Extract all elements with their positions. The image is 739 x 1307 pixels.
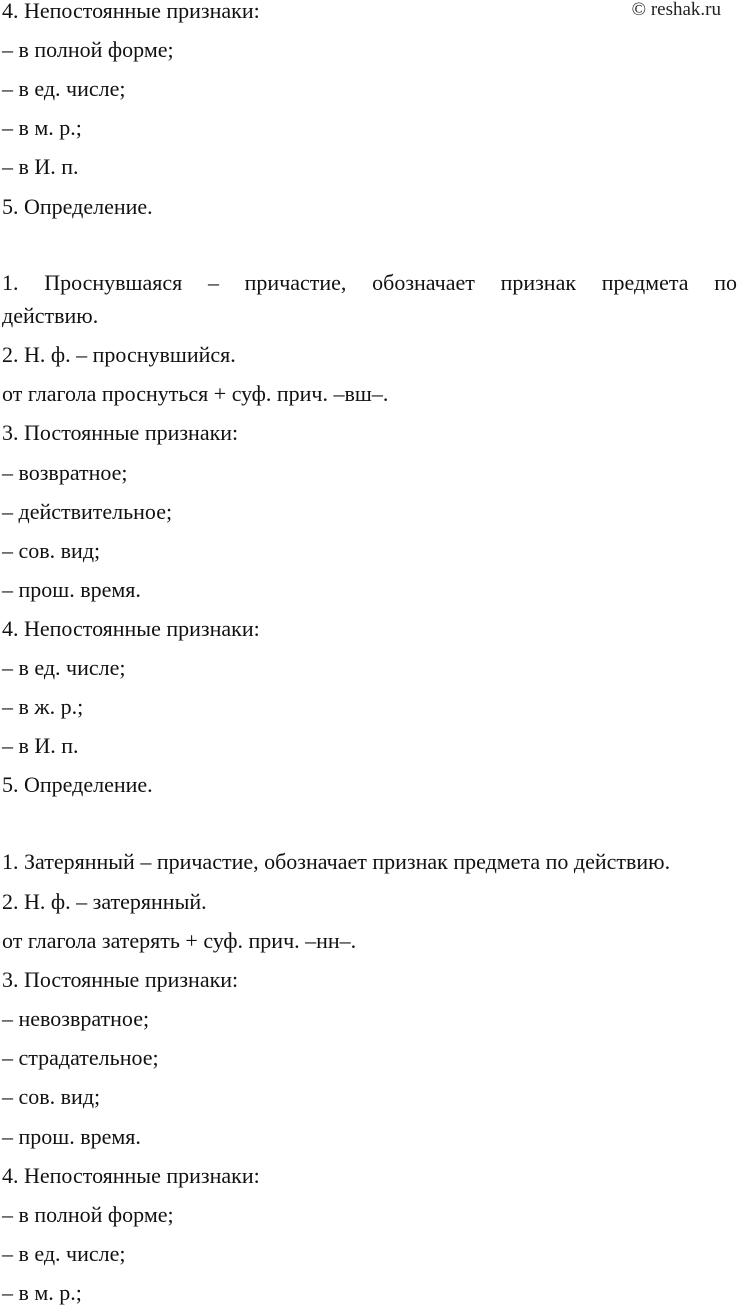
paragraph-line: от глагола проснуться + суф. прич. –вш–. bbox=[2, 381, 389, 406]
word: признак bbox=[500, 270, 577, 295]
word: 1. bbox=[2, 270, 19, 295]
section-heading: 5. Определение. bbox=[2, 772, 153, 797]
paragraph-line: от глагола затерять + суф. прич. –нн–. bbox=[2, 928, 357, 953]
word: Проснувшаяся bbox=[44, 270, 183, 295]
list-item: – в полной форме; bbox=[2, 37, 174, 62]
paragraph-line: действию. bbox=[2, 303, 99, 328]
list-item: – в ж. р.; bbox=[2, 694, 84, 719]
word: – bbox=[207, 270, 219, 295]
list-item: – в м. р.; bbox=[2, 1280, 82, 1305]
list-item: – в полной форме; bbox=[2, 1202, 174, 1227]
list-item: – сов. вид; bbox=[2, 1084, 101, 1109]
section-heading: 5. Определение. bbox=[2, 194, 153, 219]
section-heading: 2. Н. ф. – затерянный. bbox=[2, 889, 207, 914]
word: обозначает bbox=[372, 270, 475, 295]
list-item: – возвратное; bbox=[2, 460, 128, 485]
section-heading: 4. Непостоянные признаки: bbox=[2, 1163, 260, 1188]
word: предмета bbox=[601, 270, 689, 295]
list-item: – сов. вид; bbox=[2, 538, 101, 563]
paragraph-line: 1. Затерянный – причастие, обозначает признак предмета по действию. bbox=[2, 849, 671, 874]
list-item: – в ед. числе; bbox=[2, 655, 126, 680]
section-heading: 2. Н. ф. – проснувшийся. bbox=[2, 342, 236, 367]
list-item: – в м. р.; bbox=[2, 115, 82, 140]
justified-paragraph-line bbox=[2, 269, 737, 297]
word: по bbox=[714, 270, 737, 295]
list-item: – в ед. числе; bbox=[2, 1241, 126, 1266]
section-heading: 3. Постоянные признаки: bbox=[2, 420, 239, 445]
list-item: – в И. п. bbox=[2, 154, 79, 179]
list-item: – действительное; bbox=[2, 499, 173, 524]
list-item: – в И. п. bbox=[2, 733, 79, 758]
word: причастие, bbox=[244, 270, 347, 295]
watermark: © reshak.ru bbox=[631, 0, 721, 20]
list-item: – прош. время. bbox=[2, 577, 141, 602]
list-item: – прош. время. bbox=[2, 1124, 141, 1149]
section-heading: 4. Непостоянные признаки: bbox=[2, 0, 260, 23]
list-item: – в ед. числе; bbox=[2, 76, 126, 101]
section-heading: 3. Постоянные признаки: bbox=[2, 967, 239, 992]
list-item: – невозвратное; bbox=[2, 1006, 150, 1031]
list-item: – страдательное; bbox=[2, 1045, 159, 1070]
section-heading: 4. Непостоянные признаки: bbox=[2, 616, 260, 641]
